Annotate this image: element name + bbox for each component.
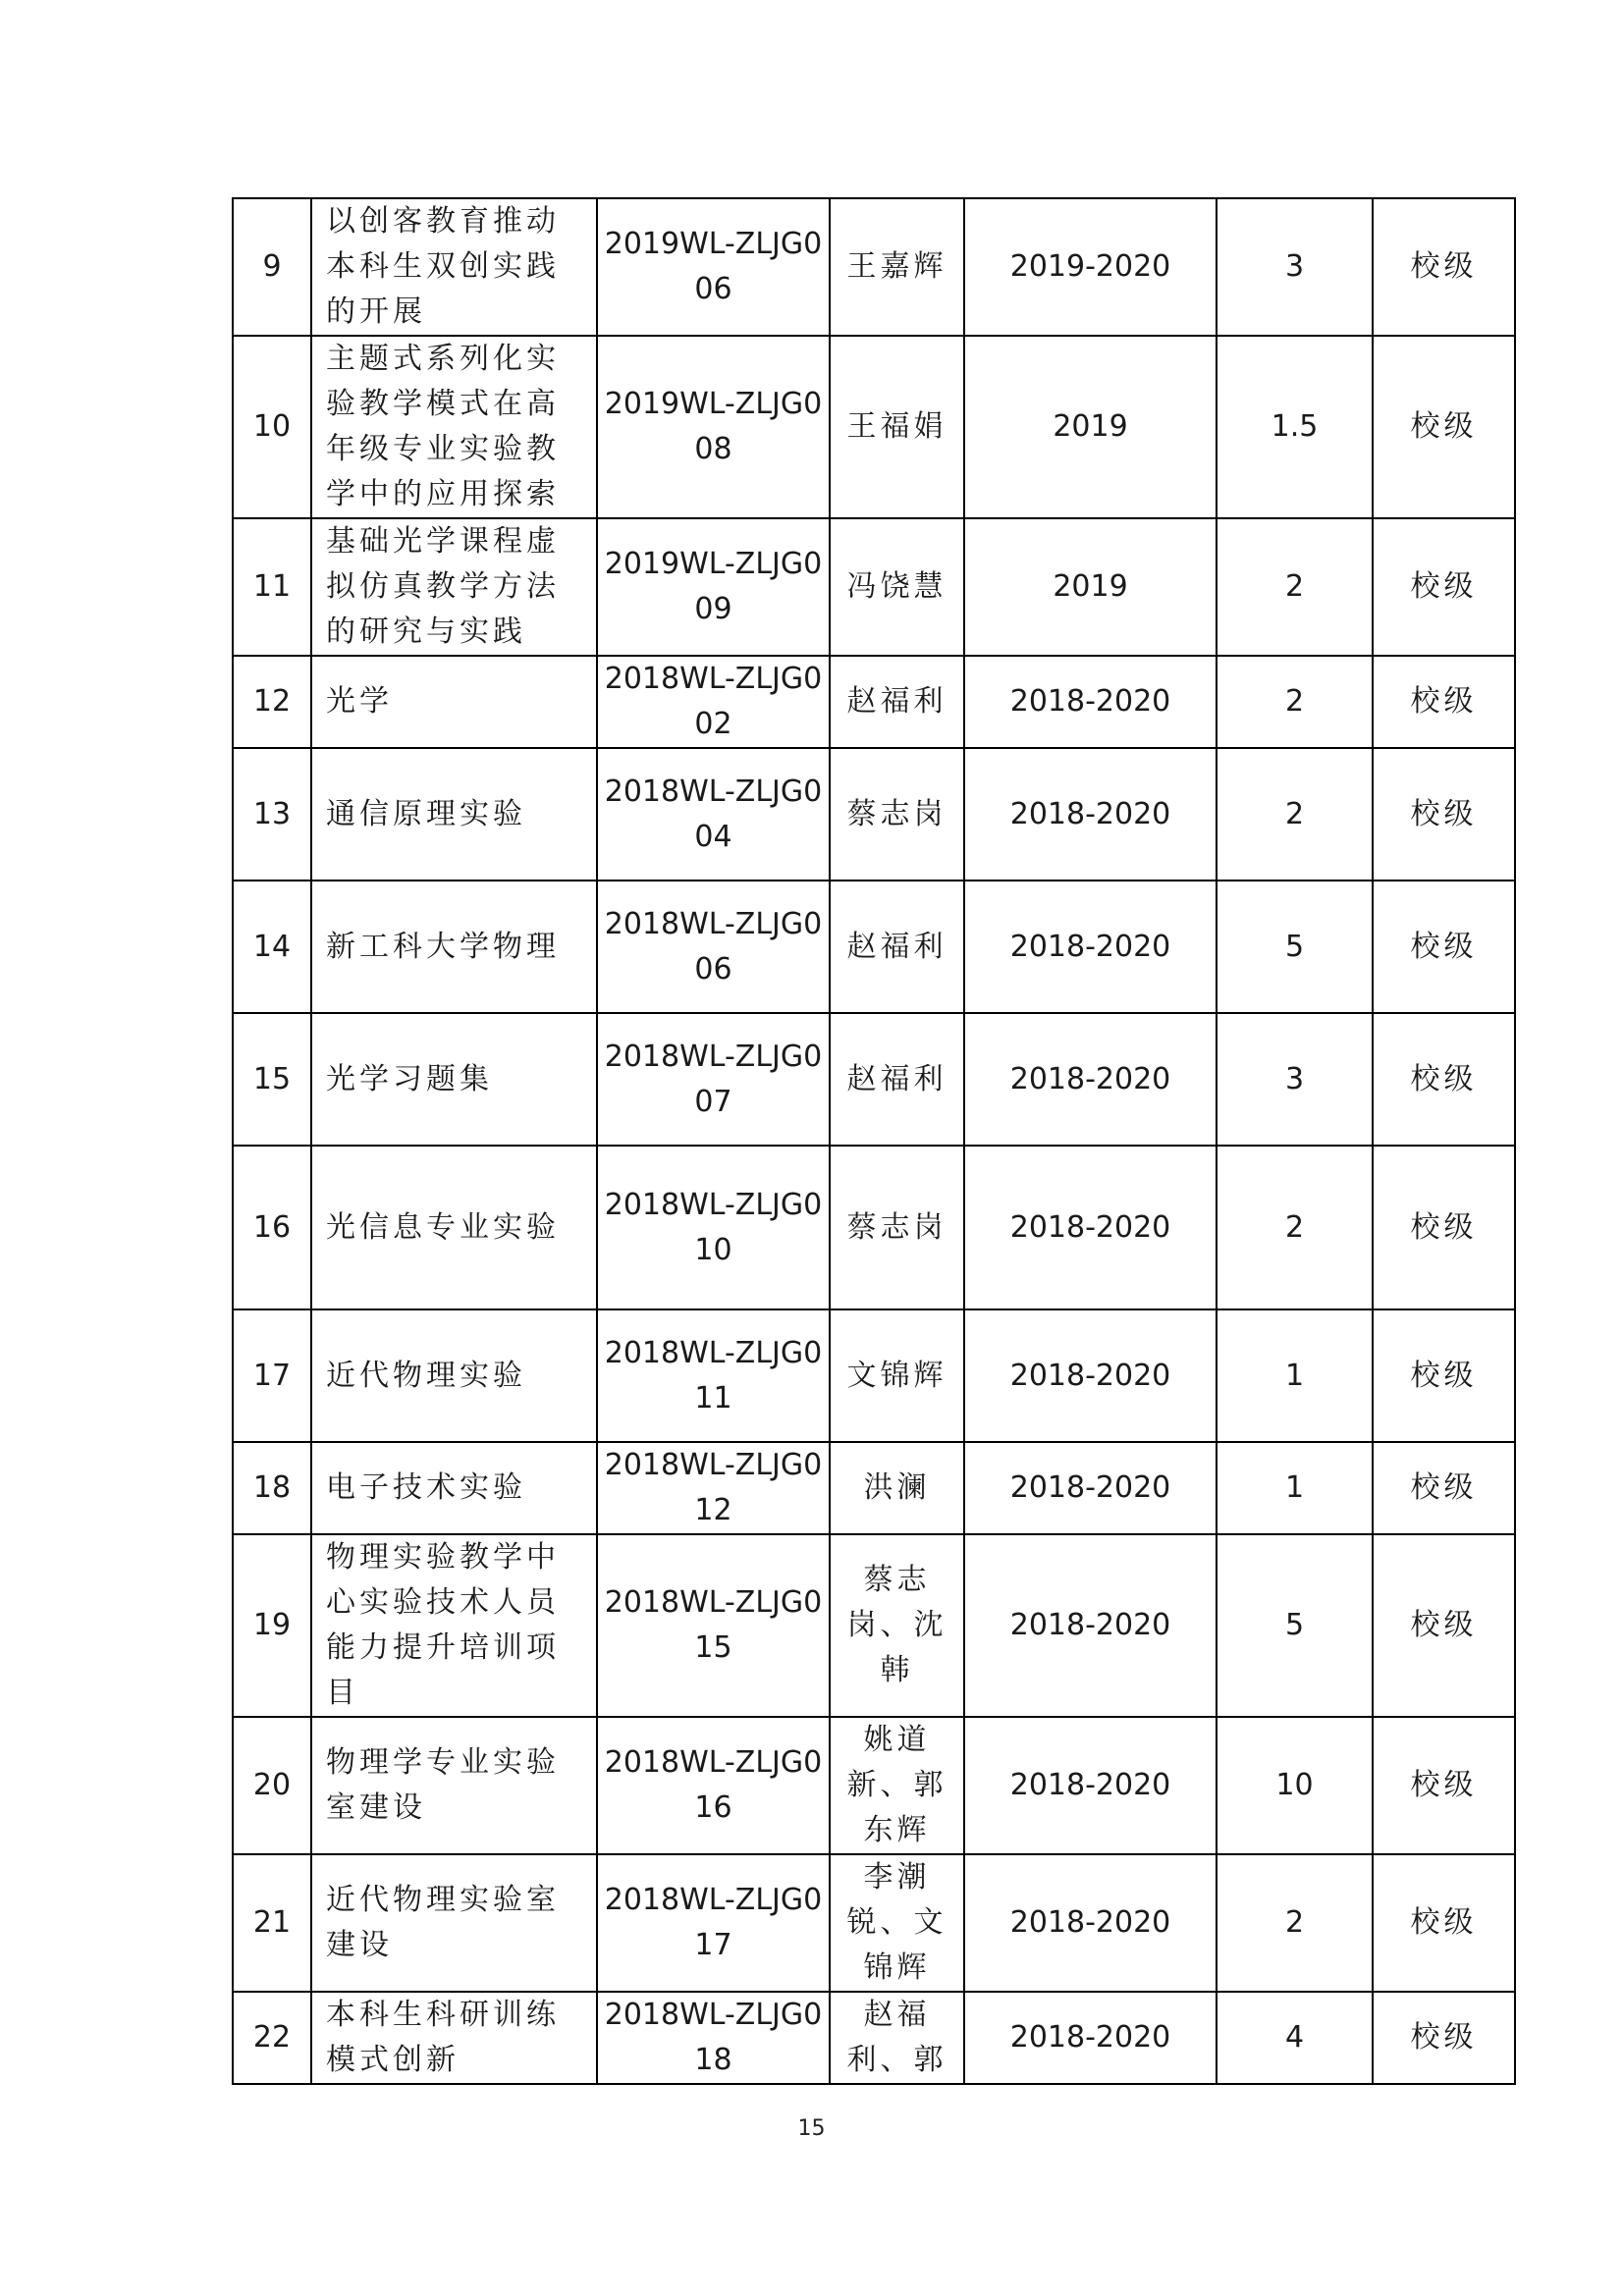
project-name: 近代物理实验室 建设 (311, 1854, 597, 1992)
project-amount: 1 (1217, 1309, 1373, 1442)
row-number: 16 (233, 1146, 311, 1309)
table-row (233, 1992, 1515, 2084)
project-name: 光学 (311, 656, 597, 748)
project-name: 通信原理实验 (311, 748, 597, 881)
row-number: 22 (233, 1992, 311, 2084)
project-level: 校级 (1373, 1013, 1515, 1146)
project-leader: 赵福利 (830, 1013, 964, 1146)
row-number: 18 (233, 1442, 311, 1534)
project-period: 2019 (964, 336, 1217, 518)
table-row (233, 1013, 1515, 1146)
project-code: 2018WL-ZLJG0 06 (597, 881, 830, 1013)
row-number: 21 (233, 1854, 311, 1992)
project-level: 校级 (1373, 881, 1515, 1013)
project-period: 2018-2020 (964, 1854, 1217, 1992)
project-level: 校级 (1373, 198, 1515, 336)
project-leader: 王嘉辉 (830, 198, 964, 336)
project-period: 2018-2020 (964, 1717, 1217, 1854)
project-amount: 5 (1217, 881, 1373, 1013)
project-level: 校级 (1373, 518, 1515, 656)
project-leader: 赵福 利、郭 (830, 1992, 964, 2084)
project-amount: 1.5 (1217, 336, 1373, 518)
project-leader: 姚道 新、郭 东辉 (830, 1717, 964, 1854)
row-number: 12 (233, 656, 311, 748)
project-name: 基础光学课程虚 拟仿真教学方法 的研究与实践 (311, 518, 597, 656)
project-amount: 2 (1217, 518, 1373, 656)
project-code: 2018WL-ZLJG0 02 (597, 656, 830, 748)
project-period: 2018-2020 (964, 881, 1217, 1013)
project-table (232, 197, 1516, 2085)
project-code: 2019WL-ZLJG0 08 (597, 336, 830, 518)
row-number: 14 (233, 881, 311, 1013)
project-amount: 2 (1217, 656, 1373, 748)
page-number: 15 (797, 2116, 826, 2141)
table-row (233, 748, 1515, 881)
project-code: 2018WL-ZLJG0 15 (597, 1534, 830, 1717)
row-number: 9 (233, 198, 311, 336)
project-amount: 2 (1217, 748, 1373, 881)
table-row (233, 1854, 1515, 1992)
project-code: 2018WL-ZLJG0 18 (597, 1992, 830, 2084)
project-name: 近代物理实验 (311, 1309, 597, 1442)
project-level: 校级 (1373, 1854, 1515, 1992)
project-code: 2019WL-ZLJG0 06 (597, 198, 830, 336)
project-leader: 蔡志 岗、沈 韩 (830, 1534, 964, 1717)
row-number: 11 (233, 518, 311, 656)
table-row (233, 1442, 1515, 1534)
row-number: 13 (233, 748, 311, 881)
row-number: 10 (233, 336, 311, 518)
project-code: 2018WL-ZLJG0 12 (597, 1442, 830, 1534)
project-period: 2018-2020 (964, 1013, 1217, 1146)
project-name: 光学习题集 (311, 1013, 597, 1146)
project-amount: 3 (1217, 198, 1373, 336)
project-name: 本科生科研训练 模式创新 (311, 1992, 597, 2084)
project-amount: 10 (1217, 1717, 1373, 1854)
project-level: 校级 (1373, 656, 1515, 748)
project-period: 2018-2020 (964, 1309, 1217, 1442)
project-period: 2018-2020 (964, 1534, 1217, 1717)
project-level: 校级 (1373, 1309, 1515, 1442)
project-name: 主题式系列化实 验教学模式在高 年级专业实验教 学中的应用探索 (311, 336, 597, 518)
project-period: 2018-2020 (964, 1992, 1217, 2084)
project-leader: 赵福利 (830, 656, 964, 748)
project-name: 电子技术实验 (311, 1442, 597, 1534)
table-row (233, 1534, 1515, 1717)
project-period: 2018-2020 (964, 748, 1217, 881)
project-level: 校级 (1373, 748, 1515, 881)
project-leader: 王福娟 (830, 336, 964, 518)
project-leader: 蔡志岗 (830, 1146, 964, 1309)
project-name: 新工科大学物理 (311, 881, 597, 1013)
row-number: 19 (233, 1534, 311, 1717)
project-level: 校级 (1373, 1146, 1515, 1309)
row-number: 20 (233, 1717, 311, 1854)
project-amount: 2 (1217, 1146, 1373, 1309)
project-name: 光信息专业实验 (311, 1146, 597, 1309)
project-leader: 蔡志岗 (830, 748, 964, 881)
project-leader: 洪澜 (830, 1442, 964, 1534)
project-period: 2019 (964, 518, 1217, 656)
project-name: 物理学专业实验 室建设 (311, 1717, 597, 1854)
table-row (233, 198, 1515, 336)
project-amount: 4 (1217, 1992, 1373, 2084)
project-period: 2018-2020 (964, 1146, 1217, 1309)
table-row (233, 1146, 1515, 1309)
project-amount: 3 (1217, 1013, 1373, 1146)
project-period: 2018-2020 (964, 1442, 1217, 1534)
project-leader: 赵福利 (830, 881, 964, 1013)
project-code: 2018WL-ZLJG0 10 (597, 1146, 830, 1309)
project-level: 校级 (1373, 1442, 1515, 1534)
project-amount: 1 (1217, 1442, 1373, 1534)
table-row (233, 1309, 1515, 1442)
project-level: 校级 (1373, 1717, 1515, 1854)
project-name: 物理实验教学中 心实验技术人员 能力提升培训项 目 (311, 1534, 597, 1717)
project-period: 2019-2020 (964, 198, 1217, 336)
row-number: 17 (233, 1309, 311, 1442)
table-row (233, 1717, 1515, 1854)
project-code: 2019WL-ZLJG0 09 (597, 518, 830, 656)
project-name: 以创客教育推动 本科生双创实践 的开展 (311, 198, 597, 336)
project-leader: 文锦辉 (830, 1309, 964, 1442)
project-period: 2018-2020 (964, 656, 1217, 748)
project-code: 2018WL-ZLJG0 16 (597, 1717, 830, 1854)
table-row (233, 518, 1515, 656)
project-leader: 李潮 锐、文 锦辉 (830, 1854, 964, 1992)
project-leader: 冯饶慧 (830, 518, 964, 656)
project-code: 2018WL-ZLJG0 04 (597, 748, 830, 881)
project-amount: 5 (1217, 1534, 1373, 1717)
project-level: 校级 (1373, 1534, 1515, 1717)
project-code: 2018WL-ZLJG0 11 (597, 1309, 830, 1442)
project-code: 2018WL-ZLJG0 07 (597, 1013, 830, 1146)
row-number: 15 (233, 1013, 311, 1146)
project-level: 校级 (1373, 336, 1515, 518)
project-code: 2018WL-ZLJG0 17 (597, 1854, 830, 1992)
project-level: 校级 (1373, 1992, 1515, 2084)
project-amount: 2 (1217, 1854, 1373, 1992)
table-row (233, 336, 1515, 518)
table-row (233, 656, 1515, 748)
table-row (233, 881, 1515, 1013)
